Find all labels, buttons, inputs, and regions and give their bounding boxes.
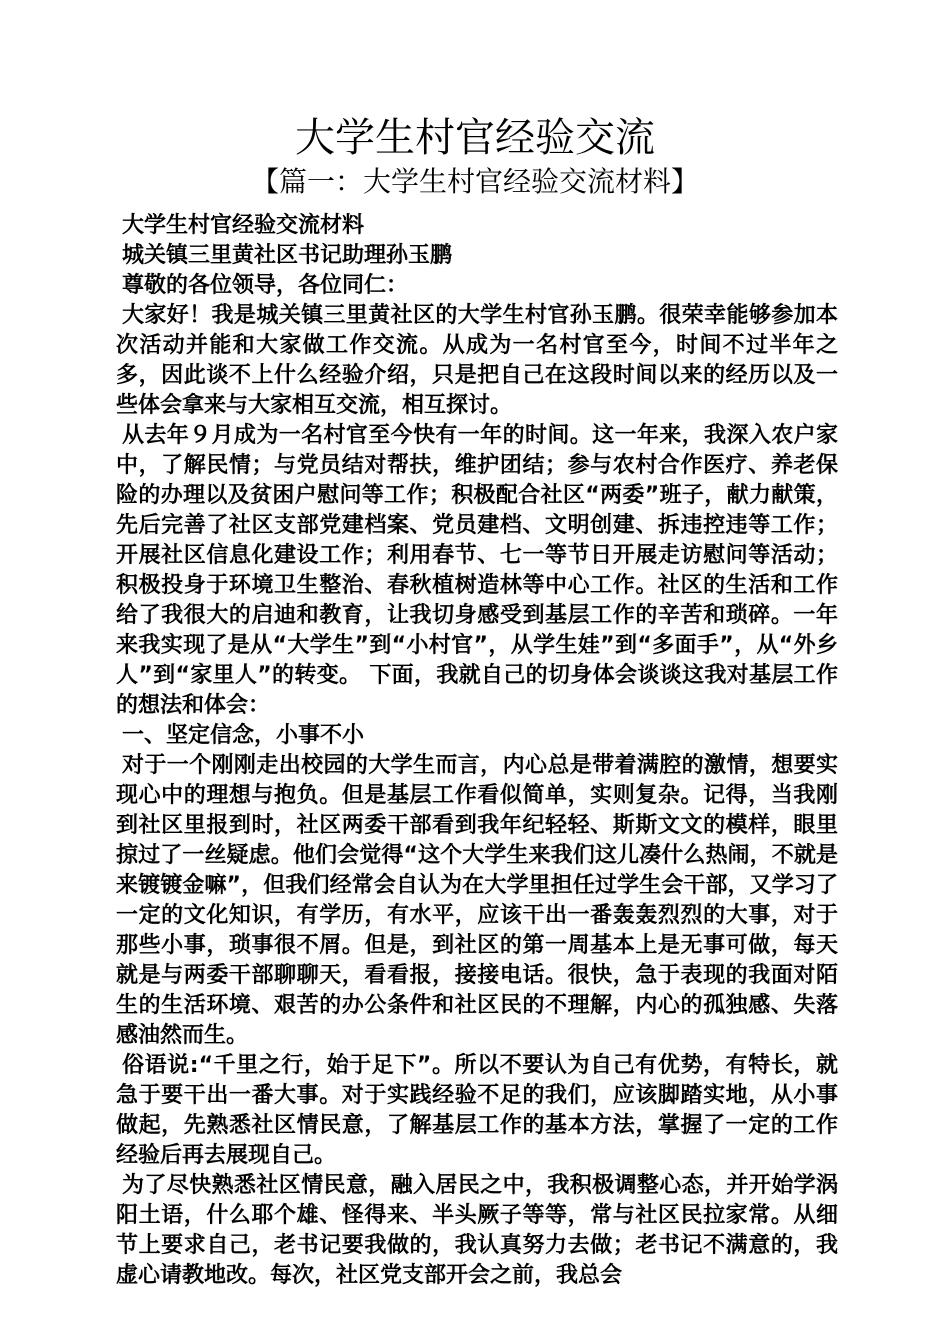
document-title: 大学生村官经验交流 xyxy=(295,115,655,161)
document-subtitle: 【篇一：大学生村官经验交流材料】 xyxy=(250,165,699,198)
paragraph-section-1: 对于一个刚刚走出校园的大学生而言，内心总是带着满腔的激情，想要实现心中的理想与抱负。但是基层工作看似简单，实则复杂。记得，当我刚到社区里报到时，社区两委干部看到我年纪轻轻、斯斯文文的模样，眼里掠过了一丝疑虑。他们会觉得“这个大学生来我们这儿凑什么热闹，不就是来镀镀金嘛”，但我们经常会自认为在大学里担任过学生会干部，又学习了一定的文化知识，有学历，有水平，应该干出一番轰轰烈烈的大事，对于那些小事，琐事很不屑。但是，到社区的第一周基本上是无事可做，每天就是与两委干部聊聊天，看看报，接接电话。很快，急于表现的我面对陌生的生活环境、艰苦的办公条件和社区民的不理解，内心的孤独感、失落感油然而生。 xyxy=(116,753,838,1048)
paragraph-year-review: 从去年９月成为一名村官至今快有一年的时间。这一年来，我深入农户家中，了解民情；与党员结对帮扶，维护团结；参与农村合作医疗、养老保险的办理以及贫困户慰问等工作；积极配合社区“两委”班子，献力献策，先后完善了社区支部党建档案、党员建档、文明创建、拆违控违等工作；开展社区信息化建设工作；利用春节、七一等节日开展走访慰问等活动；积极投身于环境卫生整治、春秋植树造林等中心工作。社区的生活和工作给了我很大的启迪和教育，让我切身感受到基层工作的辛苦和琐碎。一年来我实现了是从“大学生”到“小村官”，从学生娃”到“多面手”，从“外乡人”到“家里人”的转变。 下面，我就自己的切身体会谈谈这我对基层工作的想法和体会： xyxy=(116,423,838,718)
paragraph-heading: 大学生村官经验交流材料 xyxy=(122,213,365,238)
document-body xyxy=(116,211,838,1291)
paragraph-salutation: 尊敬的各位领导，各位同仁： xyxy=(122,273,409,298)
paragraph-integration: 为了尽快熟悉社区情民意，融入居民之中，我积极调整心态，并开始学涡阳土语，什么耶个雄、怪得来、半头厥子等等，常与社区民拉家常。从细节上要求自己，老书记要我做的，我认真努力去做；老书记不满意的，我虚心请教地改。每次，社区党支部开会之前，我总会 xyxy=(116,1173,838,1288)
paragraph-author: 城关镇三里黄社区书记助理孙玉鹏 xyxy=(122,243,453,268)
paragraph-proverb: 俗语说:“千里之行，始于足下”。所以不要认为自己有优势，有特长，就急于要干出一番大事。对于实践经验不足的我们，应该脚踏实地，从小事做起，先熟悉社区情民意，了解基层工作的基本方法，掌握了一定的工作经验后再去展现自己。 xyxy=(116,1053,838,1168)
paragraph-intro: 大家好！我是城关镇三里黄社区的大学生村官孙玉鹏。很荣幸能够参加本次活动并能和大家做工作交流。从成为一名村官至今，时间不过半年之多，因此谈不上什么经验介绍，只是把自己在这段时间以来的经历以及一些体会拿来与大家相互交流，相互探讨。 xyxy=(116,303,838,418)
section-heading-1: 一、坚定信念，小事不小 xyxy=(122,723,365,748)
